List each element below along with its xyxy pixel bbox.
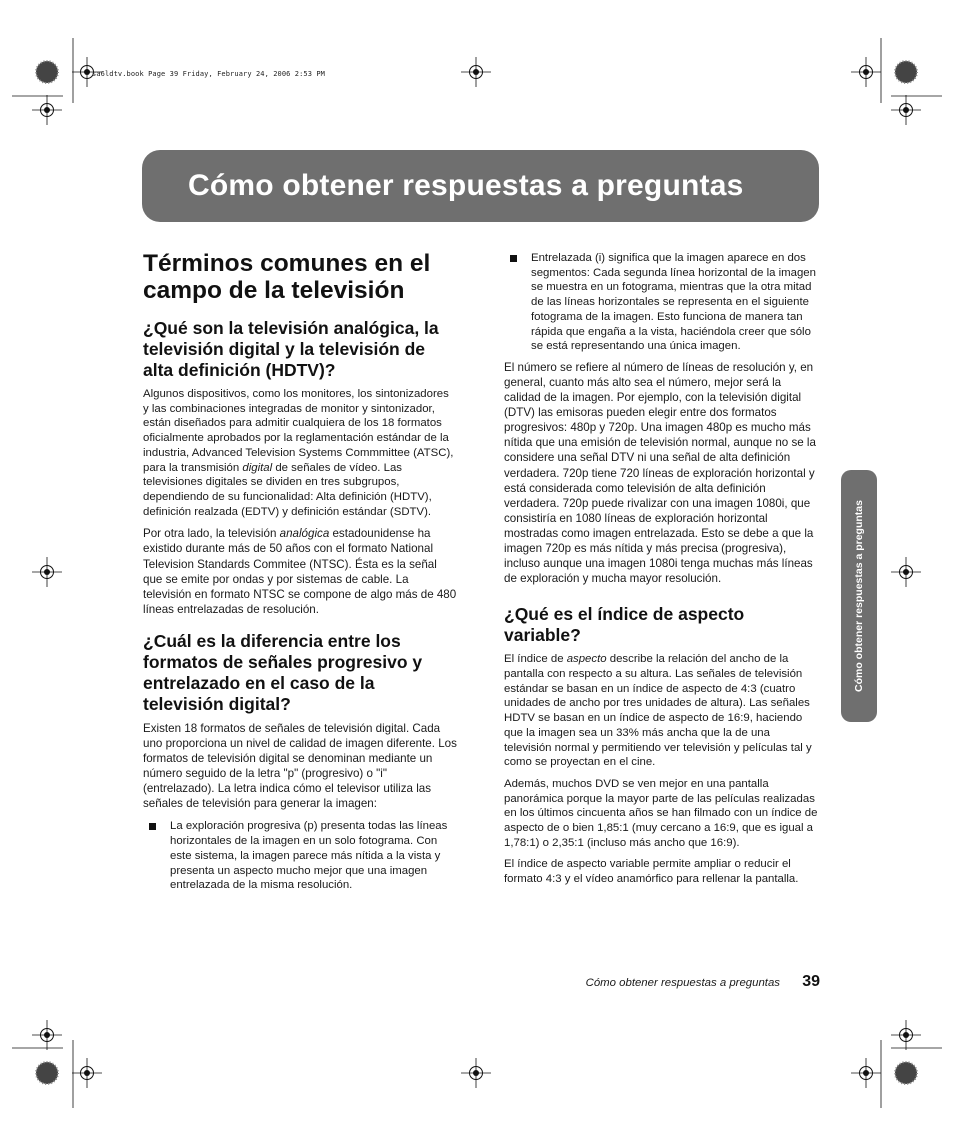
paragraph-resolution-lines: El número se refiere al número de líneas de resolución y, en general, cuanto más alto sea el número, mejor será la calidad de la imagen. Por ejemplo, con la televisión digital (DTV) las emisoras pueden elegir entre dos formatos progresivos: 480p y 720p. Una imagen 480p es mucho más nítida que una emisión de televisión normal, aunque no se la considere una señal DTV ni una señal de alta definición verdadera. 720p tiene 720 líneas de exploración horizontal y está considerada como televisión de alta definición verdadera. 720p puede rivalizar con una imagen 1080i, que consistiría en 1080 líneas de exploración horizontal mostradas como imagen entrelazada. Esto se debe a que la imagen 720p es más nítida y más precisa (progresiva), incluso aunque una imagen 1080i tenga muchas más líneas de exploración y mucha mayor resolución. [504, 360, 816, 586]
question-heading-progressive-interlaced: ¿Cuál es la diferencia entre los formatos de señales progresivo y entrelazado en el caso de la televisión digital? [143, 630, 423, 714]
chapter-title-banner [142, 150, 819, 222]
square-bullet-icon [149, 823, 156, 830]
bullet-list-scan-types-cont [504, 251, 818, 354]
chapter-title: Cómo obtener respuestas a preguntas [188, 169, 744, 202]
side-tab-label: Cómo obtener respuestas a preguntas [853, 500, 865, 692]
side-chapter-tab [841, 470, 877, 722]
square-bullet-icon [510, 255, 517, 262]
footer-chapter-name: Cómo obtener respuestas a preguntas [585, 977, 780, 989]
question-heading-hdtv: ¿Qué son la televisión analógica, la televisión digital y la televisión de alta definición (HDTV)? [143, 318, 439, 380]
paragraph-aspect-definition: El índice de aspecto describe la relación del ancho de la pantalla con respecto a su altura. Las señales de televisión estándar se basan en un índice de aspecto de 4:3 (cuatro unidades de ancho por tres unidades de altura). Las señales HDTV se basan en un índice de aspecto de 16:9, haciendo que la imagen sea un 33% más ancha que la de una televisión normal y permitiendo ver televisión y películas tal y como se proyectan en el cine. [504, 653, 812, 769]
paragraph-digital-formats: Algunos dispositivos, como los monitores, los sintonizadores y las combinaciones integradas de monitor y sintonizador, están diseñados para admitir cualquiera de los 18 formatos oficialmente aprobados por la reglamentación estándar de la industria, Advanced Television Systems Commmittee (ATSC), para la transmisión digital de señales de vídeo. Las televisiones digitales se dividen en tres subgrupos, dependiendo de su funcionalidad: Alta definición (HDTV), definición realzada (EDTV) y definición estándar (SDTV). [143, 388, 454, 518]
question-heading-aspect-ratio: ¿Qué es el índice de aspecto variable? [504, 604, 745, 646]
right-column [504, 251, 818, 894]
list-item-progressive: La exploración progresiva (p) presenta todas las líneas horizontales de la imagen en un solo fotograma. Con este sistema, la imagen parece más nítida a la vista y presenta un aspecto mucho mejor que una imagen entrelazada de la misma resolución. [143, 819, 457, 893]
paragraph-18-formats: Existen 18 formatos de señales de televisión digital. Cada uno proporciona un nivel de calidad de imagen diferente. Los formatos de televisión digital se denominan mediante un número seguido de la letra "p" (progresivo) o "i" (entrelazado). La letra indica cómo el televisor utiliza las señales de televisión para generar la imagen: [143, 721, 457, 811]
paragraph-dvd-widescreen: Además, muchos DVD se ven mejor en una pantalla panorámica porque la mayor parte de las películas realizadas en los últimos cincuenta años se han filmado con un índice de aspecto de o bien 1,85:1 (muy cercano a 16:9, que es igual a 1,78:1) o 2,35:1 (incluso más ancho que 16:9). [504, 777, 818, 849]
bullet-list-scan-types [143, 819, 457, 893]
file-info: sa6ldtv.book Page 39 Friday, February 24, 2006 2:53 PM [92, 70, 325, 78]
page-number: 39 [802, 973, 820, 990]
paragraph-variable-aspect: El índice de aspecto variable permite ampliar o reducir el formato 4:3 y el vídeo anamórfico para rellenar la pantalla. [504, 858, 799, 886]
page-footer [560, 973, 820, 993]
paragraph-analog-ntsc: Por otra lado, la televisión analógica estadounidense ha existido durante más de 50 años con el formato National Television Standards Commitee (NTSC). Ésta es la señal que se emite por ondas y por sistemas de cable. La televisión en formato NTSC se compone de algo más de 480 líneas entrelazadas de resolución. [143, 527, 457, 616]
left-column [143, 250, 457, 899]
list-item-interlaced: Entrelazada (i) significa que la imagen aparece en dos segmentos: Cada segunda línea horizontal de la imagen se muestra en un fotograma, mientras que la otra mitad de las líneas horizontales se representa en el siguiente fotograma de la imagen. Esto funciona de manera tan rápida que engaña a la vista, haciéndola creer que sólo se está representando una única imagen. [504, 251, 818, 354]
section-heading: Términos comunes en el campo de la televisión [143, 250, 431, 304]
